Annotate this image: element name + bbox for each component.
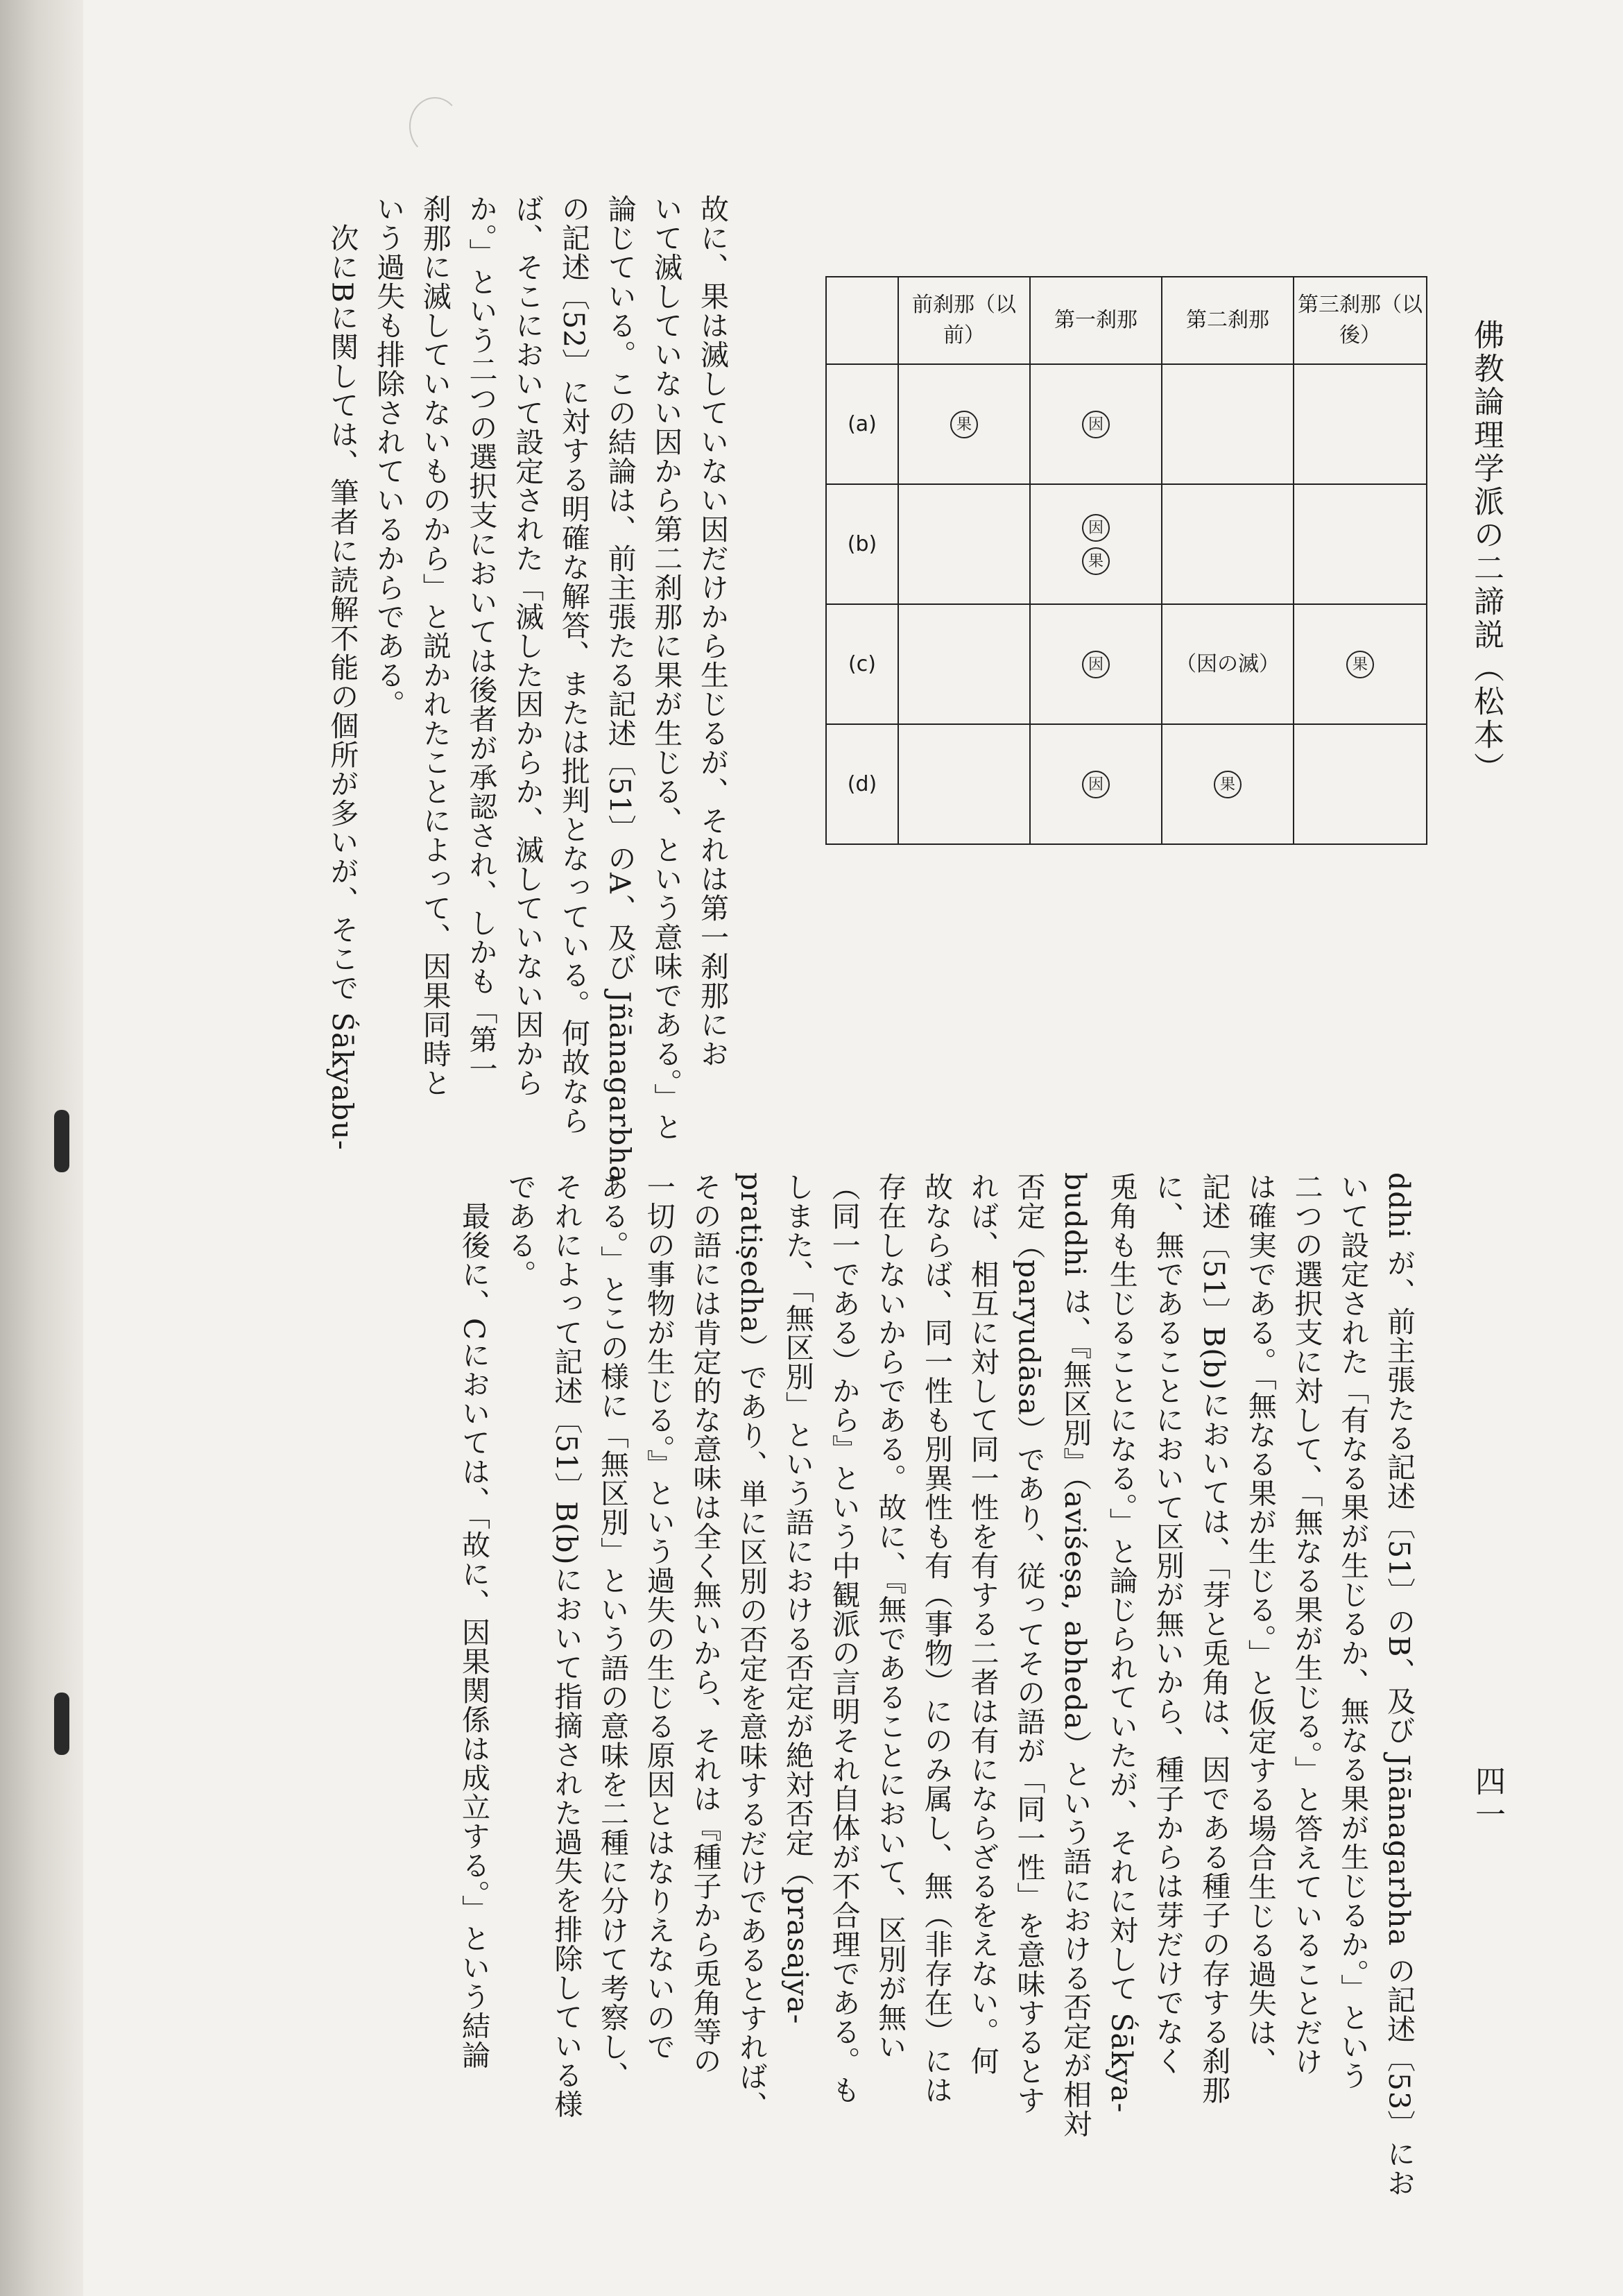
binding-mark	[54, 1693, 69, 1755]
table-cell	[1030, 364, 1162, 484]
table-cell	[1162, 484, 1294, 604]
running-title: 佛教論理学派の二諦説（松本）	[1468, 319, 1504, 785]
header-cell: 第一刹那	[1030, 277, 1162, 364]
table-row	[826, 604, 1427, 724]
effect-mark: 果	[1082, 547, 1110, 575]
table-row	[826, 484, 1427, 604]
table-cell	[1294, 604, 1427, 724]
cause-mark: 因	[1082, 771, 1110, 798]
cause-mark: 因	[1082, 411, 1110, 438]
cause-mark: 因	[1082, 651, 1110, 678]
header-corner	[826, 277, 898, 364]
row-label: (c)	[826, 604, 898, 724]
table-cell	[898, 604, 1030, 724]
table-cell	[1030, 724, 1162, 844]
row-label: (a)	[826, 364, 898, 484]
table-cell	[898, 484, 1030, 604]
table-row	[826, 364, 1427, 484]
table-cell	[1294, 484, 1427, 604]
causality-table	[825, 276, 1427, 845]
table-cell	[898, 724, 1030, 844]
body-text-upper: 故に、果は滅していない因だけから生じるが、それは第一刹那にお いて滅していない因から第二刹那に果が生じる、という意味である。」と 論じている。この結論は、前主張たる記述〔51〕のA、及び Jñānagarbha の記述〔52〕に対する明確な解答、または批判となっている。何故なら ば、そこにおいて設定された「滅した因からか、滅していない因から か。」という二つの選択支においては後者が承認され、しかも「第一 刹那に滅していないものから」と説かれたことによって、因果同時と いう過失も排除されているからである。 次にBに関しては、筆者に読解不能の個所が多いが、そこで Śākyabu-	[325, 194, 729, 1183]
table-cell	[1030, 604, 1162, 724]
cause-effect-mark	[1082, 511, 1110, 578]
table-cell	[898, 364, 1030, 484]
table-cell	[1030, 484, 1162, 604]
page-number: 四一	[1470, 1765, 1505, 1832]
effect-mark: 果	[1346, 651, 1374, 678]
binding-mark	[54, 1110, 69, 1172]
cause-mark: 因	[1082, 514, 1110, 542]
table-cell: （因の滅）	[1162, 604, 1294, 724]
table-cell	[1162, 724, 1294, 844]
header-cell: 前刹那（以前）	[898, 277, 1030, 364]
table-row	[826, 724, 1427, 844]
row-label: (b)	[826, 484, 898, 604]
binding-shadow	[0, 0, 83, 2296]
table-cell	[1294, 724, 1427, 844]
table-header-row	[826, 277, 1427, 364]
header-cell: 第三刹那（以後）	[1294, 277, 1427, 364]
scan-smudge	[409, 97, 461, 155]
table-cell	[1162, 364, 1294, 484]
header-cell: 第二刹那	[1162, 277, 1294, 364]
row-label: (d)	[826, 724, 898, 844]
effect-mark: 果	[950, 411, 978, 438]
effect-mark: 果	[1214, 771, 1242, 798]
body-text-lower: ddhi が、前主張たる記述〔51〕のB、及び Jñānagarbha の記述〔53〕にお いて設定された「有なる果が生じるか、無なる果が生じるか。」という 二つの選択支に対して、「無なる果が生じる。」と答えていることだけ は確実である。「無なる果が生じる。」と仮定する場合生じる過失は、 記述〔51〕B(b)においては、「芽と兎角は、因である種子の存する刹那 に、無であることにおいて区別が無いから、種子からは芽だけでなく 兎角も生じることになる。」と論じられていたが、それに対して Śākya- buddhi は、『無区別』（aviśeṣa, abheda）という語における否定が相対 否定（paryudāsa）であり、従ってその語が「同一性」を意味するとす れば、相互に対して同一性を有する二者は有にならざるをえない。何 故ならば、同一性も別異性も有（事物）にのみ属し、無（非存在）には 存在しないからである。故に、『無であることにおいて、区別が無い （同一である）から』という中観派の言明それ自体が不合理である。も しまた、「無区別」という語における否定が絶対否定（prasajya- pratiṣedha）であり、単に区別の否定を意味するだけであるとすれば、 その語には肯定的な意味は全く無いから、それは『種子から兎角等の 一切の事物が生じる。』という過失の生じる原因とはなりえないので ある。」とこの様に「無区別」という語の意味を二種に分けて考察し、 それによって記述〔51〕B(b)において指摘された過失を排除している様 である。 最後に、Cにおいては、「故に、因果関係は成立する。」という結論	[456, 1172, 1416, 2198]
table-cell	[1294, 364, 1427, 484]
